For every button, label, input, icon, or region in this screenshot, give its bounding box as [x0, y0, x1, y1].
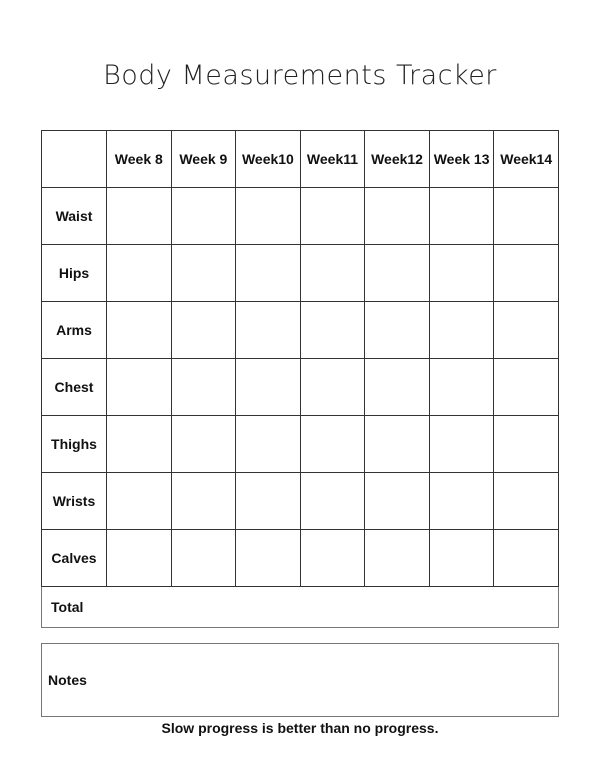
table-row [42, 530, 559, 587]
row-label: Thighs [42, 416, 107, 473]
entry-cell[interactable] [365, 359, 430, 416]
entry-cell[interactable] [300, 416, 365, 473]
entry-cell[interactable] [365, 416, 430, 473]
entry-cell[interactable] [171, 359, 236, 416]
table-header-row [42, 131, 559, 188]
table-row [42, 302, 559, 359]
week-header: Week10 [236, 131, 301, 188]
row-label: Chest [42, 359, 107, 416]
week-header: Week 13 [429, 131, 494, 188]
total-row [42, 587, 559, 628]
entry-cell[interactable] [171, 416, 236, 473]
measurements-table [41, 130, 559, 628]
row-label: Hips [42, 245, 107, 302]
entry-cell[interactable] [365, 530, 430, 587]
entry-cell[interactable] [236, 359, 301, 416]
entry-cell[interactable] [494, 188, 559, 245]
table-row [42, 188, 559, 245]
row-label: Calves [42, 530, 107, 587]
table-row [42, 359, 559, 416]
entry-cell[interactable] [429, 245, 494, 302]
entry-cell[interactable] [107, 302, 172, 359]
entry-cell[interactable] [365, 245, 430, 302]
entry-cell[interactable] [429, 188, 494, 245]
total-label: Total [51, 599, 84, 615]
entry-cell[interactable] [494, 416, 559, 473]
entry-cell[interactable] [429, 359, 494, 416]
entry-cell[interactable] [429, 416, 494, 473]
table-row [42, 473, 559, 530]
entry-cell[interactable] [494, 359, 559, 416]
entry-cell[interactable] [494, 473, 559, 530]
entry-cell[interactable] [494, 245, 559, 302]
table-row [42, 416, 559, 473]
entry-cell[interactable] [107, 416, 172, 473]
entry-cell[interactable] [171, 245, 236, 302]
entry-cell[interactable] [236, 245, 301, 302]
entry-cell[interactable] [300, 245, 365, 302]
entry-cell[interactable] [300, 473, 365, 530]
entry-cell[interactable] [171, 302, 236, 359]
entry-cell[interactable] [107, 359, 172, 416]
entry-cell[interactable] [300, 302, 365, 359]
entry-cell[interactable] [107, 188, 172, 245]
entry-cell[interactable] [236, 473, 301, 530]
entry-cell[interactable] [236, 188, 301, 245]
entry-cell[interactable] [494, 530, 559, 587]
entry-cell[interactable] [429, 302, 494, 359]
entry-cell[interactable] [300, 359, 365, 416]
week-header: Week 9 [171, 131, 236, 188]
row-label: Wrists [42, 473, 107, 530]
notes-box[interactable] [41, 643, 559, 717]
corner-cell [42, 131, 107, 188]
entry-cell[interactable] [236, 530, 301, 587]
entry-cell[interactable] [365, 302, 430, 359]
entry-cell[interactable] [429, 473, 494, 530]
row-label: Waist [42, 188, 107, 245]
entry-cell[interactable] [107, 530, 172, 587]
week-header: Week14 [494, 131, 559, 188]
row-label: Arms [42, 302, 107, 359]
entry-cell[interactable] [171, 473, 236, 530]
motivational-quote: Slow progress is better than no progress. [161, 720, 439, 736]
entry-cell[interactable] [236, 302, 301, 359]
total-cell[interactable] [42, 587, 559, 628]
page-title: Body Measurements Tracker [103, 60, 497, 91]
entry-cell[interactable] [300, 530, 365, 587]
entry-cell[interactable] [236, 416, 301, 473]
entry-cell[interactable] [107, 245, 172, 302]
entry-cell[interactable] [365, 473, 430, 530]
entry-cell[interactable] [171, 530, 236, 587]
entry-cell[interactable] [429, 530, 494, 587]
entry-cell[interactable] [107, 473, 172, 530]
entry-cell[interactable] [365, 188, 430, 245]
week-header: Week11 [300, 131, 365, 188]
week-header: Week 8 [107, 131, 172, 188]
notes-label: Notes [48, 672, 87, 688]
entry-cell[interactable] [494, 302, 559, 359]
week-header: Week12 [365, 131, 430, 188]
table-row [42, 245, 559, 302]
entry-cell[interactable] [300, 188, 365, 245]
entry-cell[interactable] [171, 188, 236, 245]
